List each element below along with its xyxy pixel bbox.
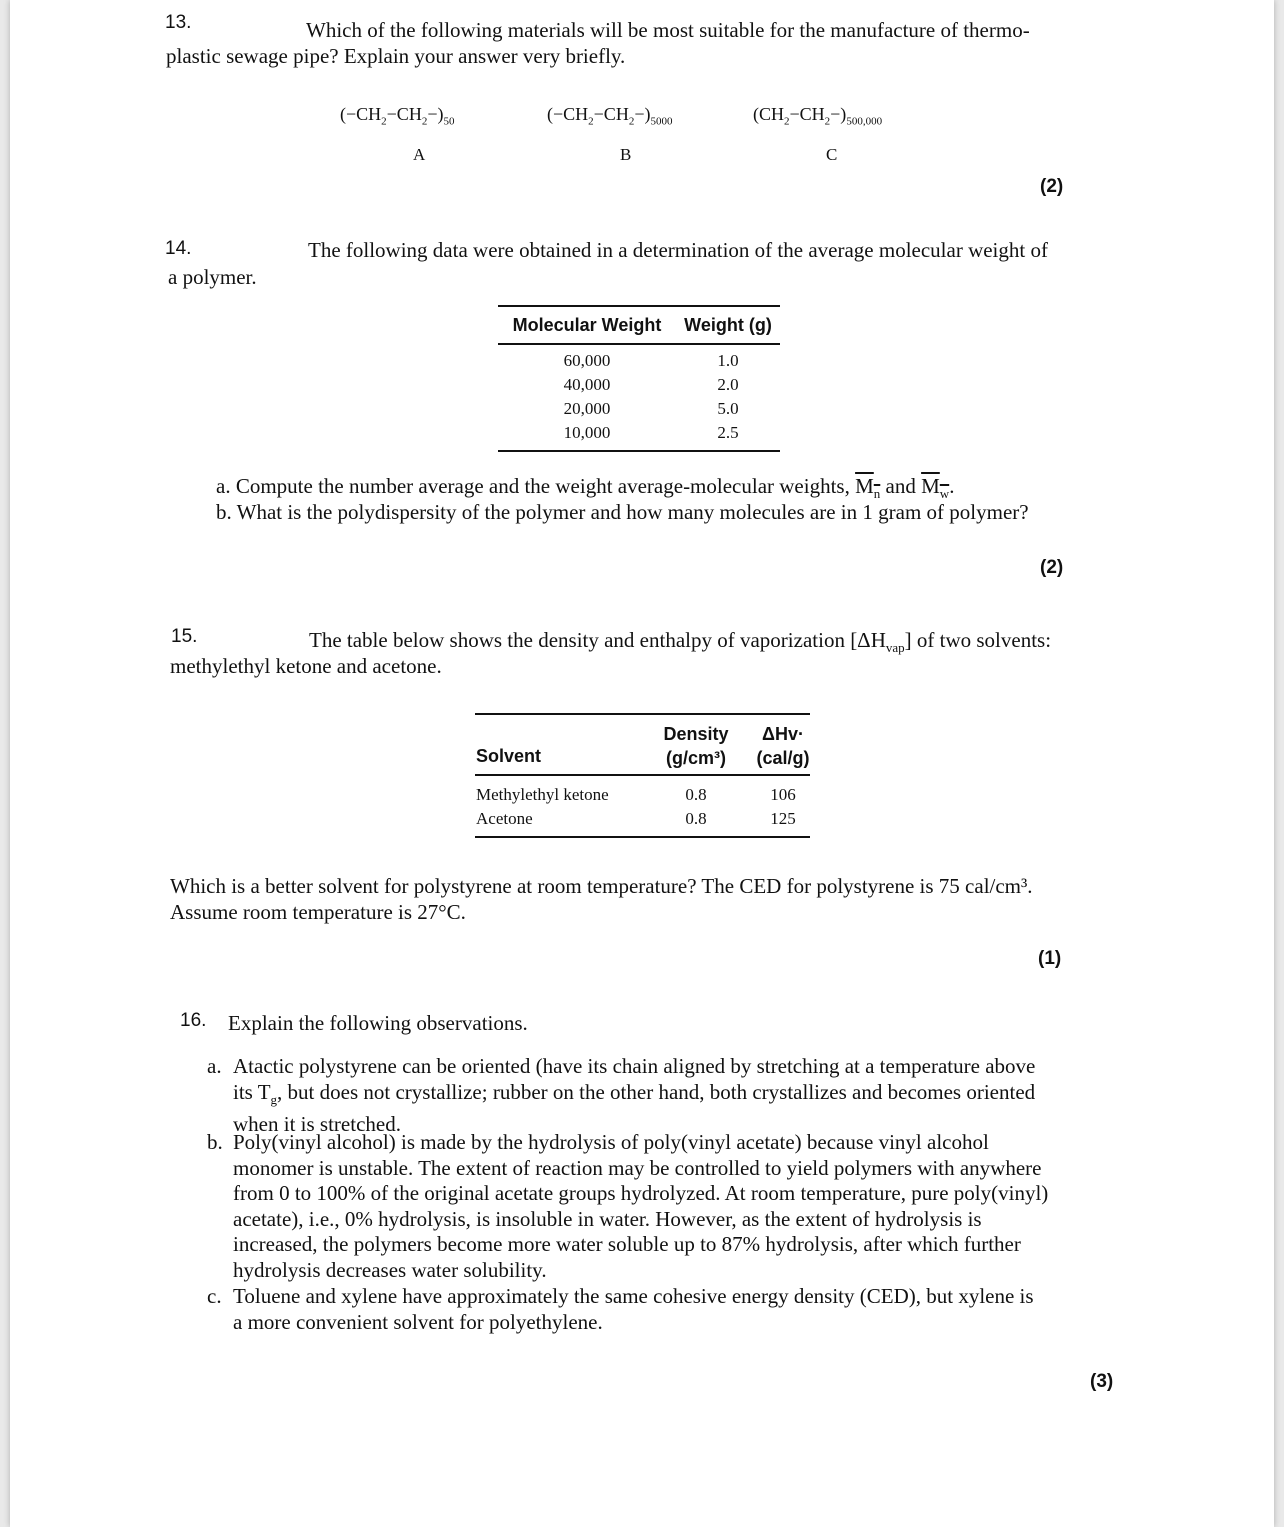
list-item-text: Atactic polystyrene can be oriented (have its chain aligned by stretching at a temperature above its $T_g$, but does not crystallize; rubber on the other hand, both crystallizes and becomes oriented when it is stretched.: [233, 1054, 1036, 1137]
question-13-line1: Which of the following materials will be most suitable for the manufacture of thermo-: [306, 18, 1030, 42]
table-row: [498, 349, 780, 373]
list-item-a: [207, 1054, 1117, 1137]
part-a-text: Compute the number average and the weight average-molecular weights,: [235, 474, 850, 498]
question-15-line2: methylethyl ketone and acetone.: [170, 654, 442, 678]
and-word: and: [885, 474, 916, 498]
formula-b: $(-CH_2-CH_2-)_{5000}$: [547, 104, 673, 128]
table-row: [475, 783, 810, 807]
solvent-cell: Acetone: [476, 809, 533, 828]
formula-a-label: A: [413, 145, 426, 164]
document-page: [10, 0, 1274, 1527]
table-row: [475, 807, 810, 831]
list-item-text: Poly(vinyl alcohol) is made by the hydrolysis of poly(vinyl acetate) because vinyl alcohol monomer is unstable. The extent of reaction may be controlled to yield polymers with anywhere from 0 to 100% of the original acetate groups hydrolyzed. At room temperature, pure poly(vinyl) acetate), i.e., 0% hydrolysis, is insoluble in water. However, as the extent of hydrolysis is increased, the polymers become more water soluble up to 87% hydrolysis, after which further hydrolysis decreases water solubility.: [233, 1130, 1049, 1282]
question-14-part-a: a. Compute the number average and the weight average-molecular weights, $M_n$ and $M_w$.: [216, 474, 955, 502]
question-15-text-line2: Assume room temperature is 27°C.: [170, 900, 466, 924]
formula-c-label: C: [826, 145, 838, 164]
question-15-line1: The table below shows the density and enthalpy of vaporization $[\Delta H_{vap}]$ of two solvents:: [309, 628, 1052, 656]
table-15-bottom-rule: [475, 836, 810, 838]
table-row: [498, 397, 780, 421]
enthalpy-cell: 106: [770, 785, 796, 804]
mn-symbol: $M_n$: [855, 474, 881, 502]
part-b-text: What is the polydispersity of the polymer and how many molecules are in 1 gram of polymer?: [236, 500, 1029, 524]
mw-table-body: [498, 349, 780, 445]
solvent-cell: Methylethyl ketone: [476, 785, 609, 804]
question-14-line1: The following data were obtained in a determination of the average molecular weight of: [308, 238, 1048, 262]
question-14-part-b: [216, 499, 1029, 525]
part-a-label: a.: [216, 474, 231, 498]
table-14-header-rule: [498, 343, 780, 345]
question-13-number: 13.: [165, 12, 192, 33]
density-cell: 0.8: [685, 809, 707, 828]
mw-cell: 60,000: [563, 351, 611, 370]
table-15-header-rule: [475, 774, 810, 776]
solvent-header: Solvent: [476, 746, 542, 766]
question-13-marks: (2): [1040, 176, 1064, 197]
question-15-text-line1: Which is a better solvent for polystyrene at room temperature? The CED for polystyrene is 75 cal/cm³.: [170, 874, 1033, 898]
question-16-intro: Explain the following observations.: [228, 1011, 528, 1035]
list-item-b: [207, 1130, 1117, 1285]
list-item-c: [207, 1284, 1117, 1336]
question-14-marks: (2): [1040, 557, 1064, 578]
mw-cell: 20,000: [563, 399, 611, 418]
weight-cell: 2.0: [717, 375, 739, 394]
mw-table-header-weight: Weight (g): [684, 314, 772, 335]
question-15-marks: (1): [1038, 948, 1062, 969]
density-cell: 0.8: [685, 785, 707, 804]
table-15-top-rule: [475, 713, 810, 715]
list-item-text: Toluene and xylene have approximately the same cohesive energy density (CED), but xylene is a more convenient solvent for polyethylene.: [233, 1284, 1034, 1334]
mw-table-header-molecular-weight: Molecular Weight: [512, 314, 662, 335]
list-item-label: c.: [207, 1284, 222, 1308]
weight-cell: 1.0: [717, 351, 739, 370]
mw-table: [498, 312, 780, 338]
question-16-marks: (3): [1090, 1371, 1114, 1392]
enthalpy-header: ΔHv· (cal/g): [756, 724, 810, 768]
formula-b-label: B: [620, 145, 632, 164]
density-header: Density (g/cm³): [663, 724, 729, 768]
mw-cell: 10,000: [563, 423, 611, 442]
formula-c: $(CH_2-CH_2-)_{500,000}$: [753, 104, 883, 128]
question-14-line2: a polymer.: [168, 265, 257, 289]
part-b-label: b.: [216, 500, 232, 524]
table-14-top-rule: [498, 305, 780, 307]
solvent-table-body: [475, 783, 810, 831]
list-item-label: a.: [207, 1054, 222, 1078]
question-15-number: 15.: [171, 626, 198, 647]
table-14-bottom-rule: [498, 450, 780, 452]
question-16-number: 16.: [180, 1010, 207, 1031]
question-14-number: 14.: [165, 238, 192, 259]
list-item-label: b.: [207, 1130, 223, 1154]
formula-a: $(-CH_2-CH_2-)_{50}$: [340, 104, 455, 128]
mw-symbol: $M_w$: [921, 474, 950, 502]
weight-cell: 2.5: [717, 423, 739, 442]
enthalpy-cell: 125: [770, 809, 796, 828]
question-13-line2: plastic sewage pipe? Explain your answer very briefly.: [166, 44, 626, 68]
mw-cell: 40,000: [563, 375, 611, 394]
table-row: [498, 421, 780, 445]
solvent-table-header: [475, 722, 810, 772]
weight-cell: 5.0: [717, 399, 739, 418]
table-row: [498, 373, 780, 397]
